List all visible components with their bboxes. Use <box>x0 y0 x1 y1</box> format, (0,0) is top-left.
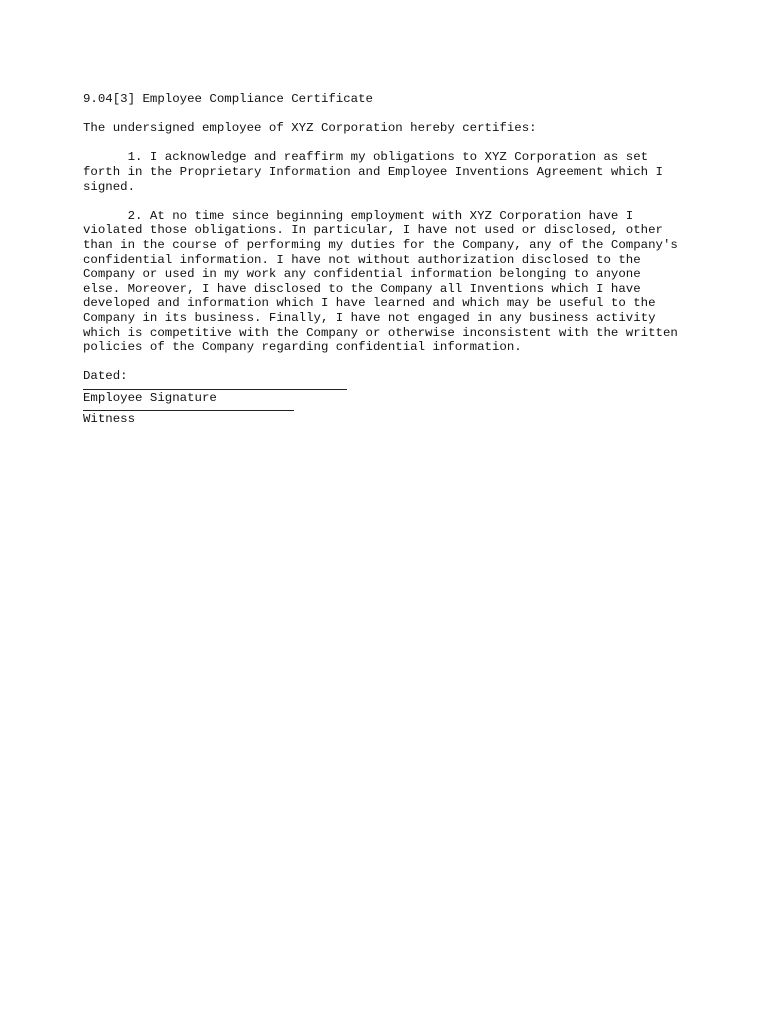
clause-2-line: than in the course of performing my duties for the Company, any of the Company's <box>83 237 678 252</box>
clause-2-line: Company in its business. Finally, I have not engaged in any business activity <box>83 310 656 325</box>
clause-1-line: forth in the Proprietary Information and Employee Inventions Agreement which I <box>83 164 663 179</box>
spacer <box>83 194 703 209</box>
clause-2-line: developed and information which I have learned and which may be useful to the <box>83 296 656 311</box>
spacer <box>83 107 703 122</box>
intro-paragraph: The undersigned employee of XYZ Corporation hereby certifies: <box>83 121 537 136</box>
clause-1 <box>83 150 703 194</box>
spacer <box>83 355 703 370</box>
witness-label: Witness <box>83 412 136 427</box>
clause-2-line: 2. At no time since beginning employment with XYZ Corporation have I <box>83 208 634 223</box>
dated-label: Dated: <box>83 369 128 384</box>
employee-signature-label: Employee Signature <box>83 390 217 405</box>
clause-2-line: confidential information. I have not without authorization disclosed to the <box>83 252 641 267</box>
clause-2-line: else. Moreover, I have disclosed to the Company all Inventions which I have <box>83 281 641 296</box>
spacer <box>83 136 703 151</box>
clause-2-line: Company or used in my work any confidential information belonging to anyone <box>83 267 641 282</box>
clause-2-line: policies of the Company regarding confidential information. <box>83 340 522 355</box>
clause-2-line: which is competitive with the Company or otherwise inconsistent with the written <box>83 325 678 340</box>
document-page <box>83 92 703 427</box>
signature-block <box>83 369 703 427</box>
clause-1-line: signed. <box>83 179 136 194</box>
clause-2 <box>83 209 703 355</box>
witness-signature-line <box>83 410 294 411</box>
document-heading: 9.04[3] Employee Compliance Certificate <box>83 92 373 106</box>
clause-2-line: violated those obligations. In particular, I have not used or disclosed, other <box>83 223 663 238</box>
clause-1-line: 1. I acknowledge and reaffirm my obligations to XYZ Corporation as set <box>83 150 649 165</box>
employee-signature-line <box>83 389 347 390</box>
